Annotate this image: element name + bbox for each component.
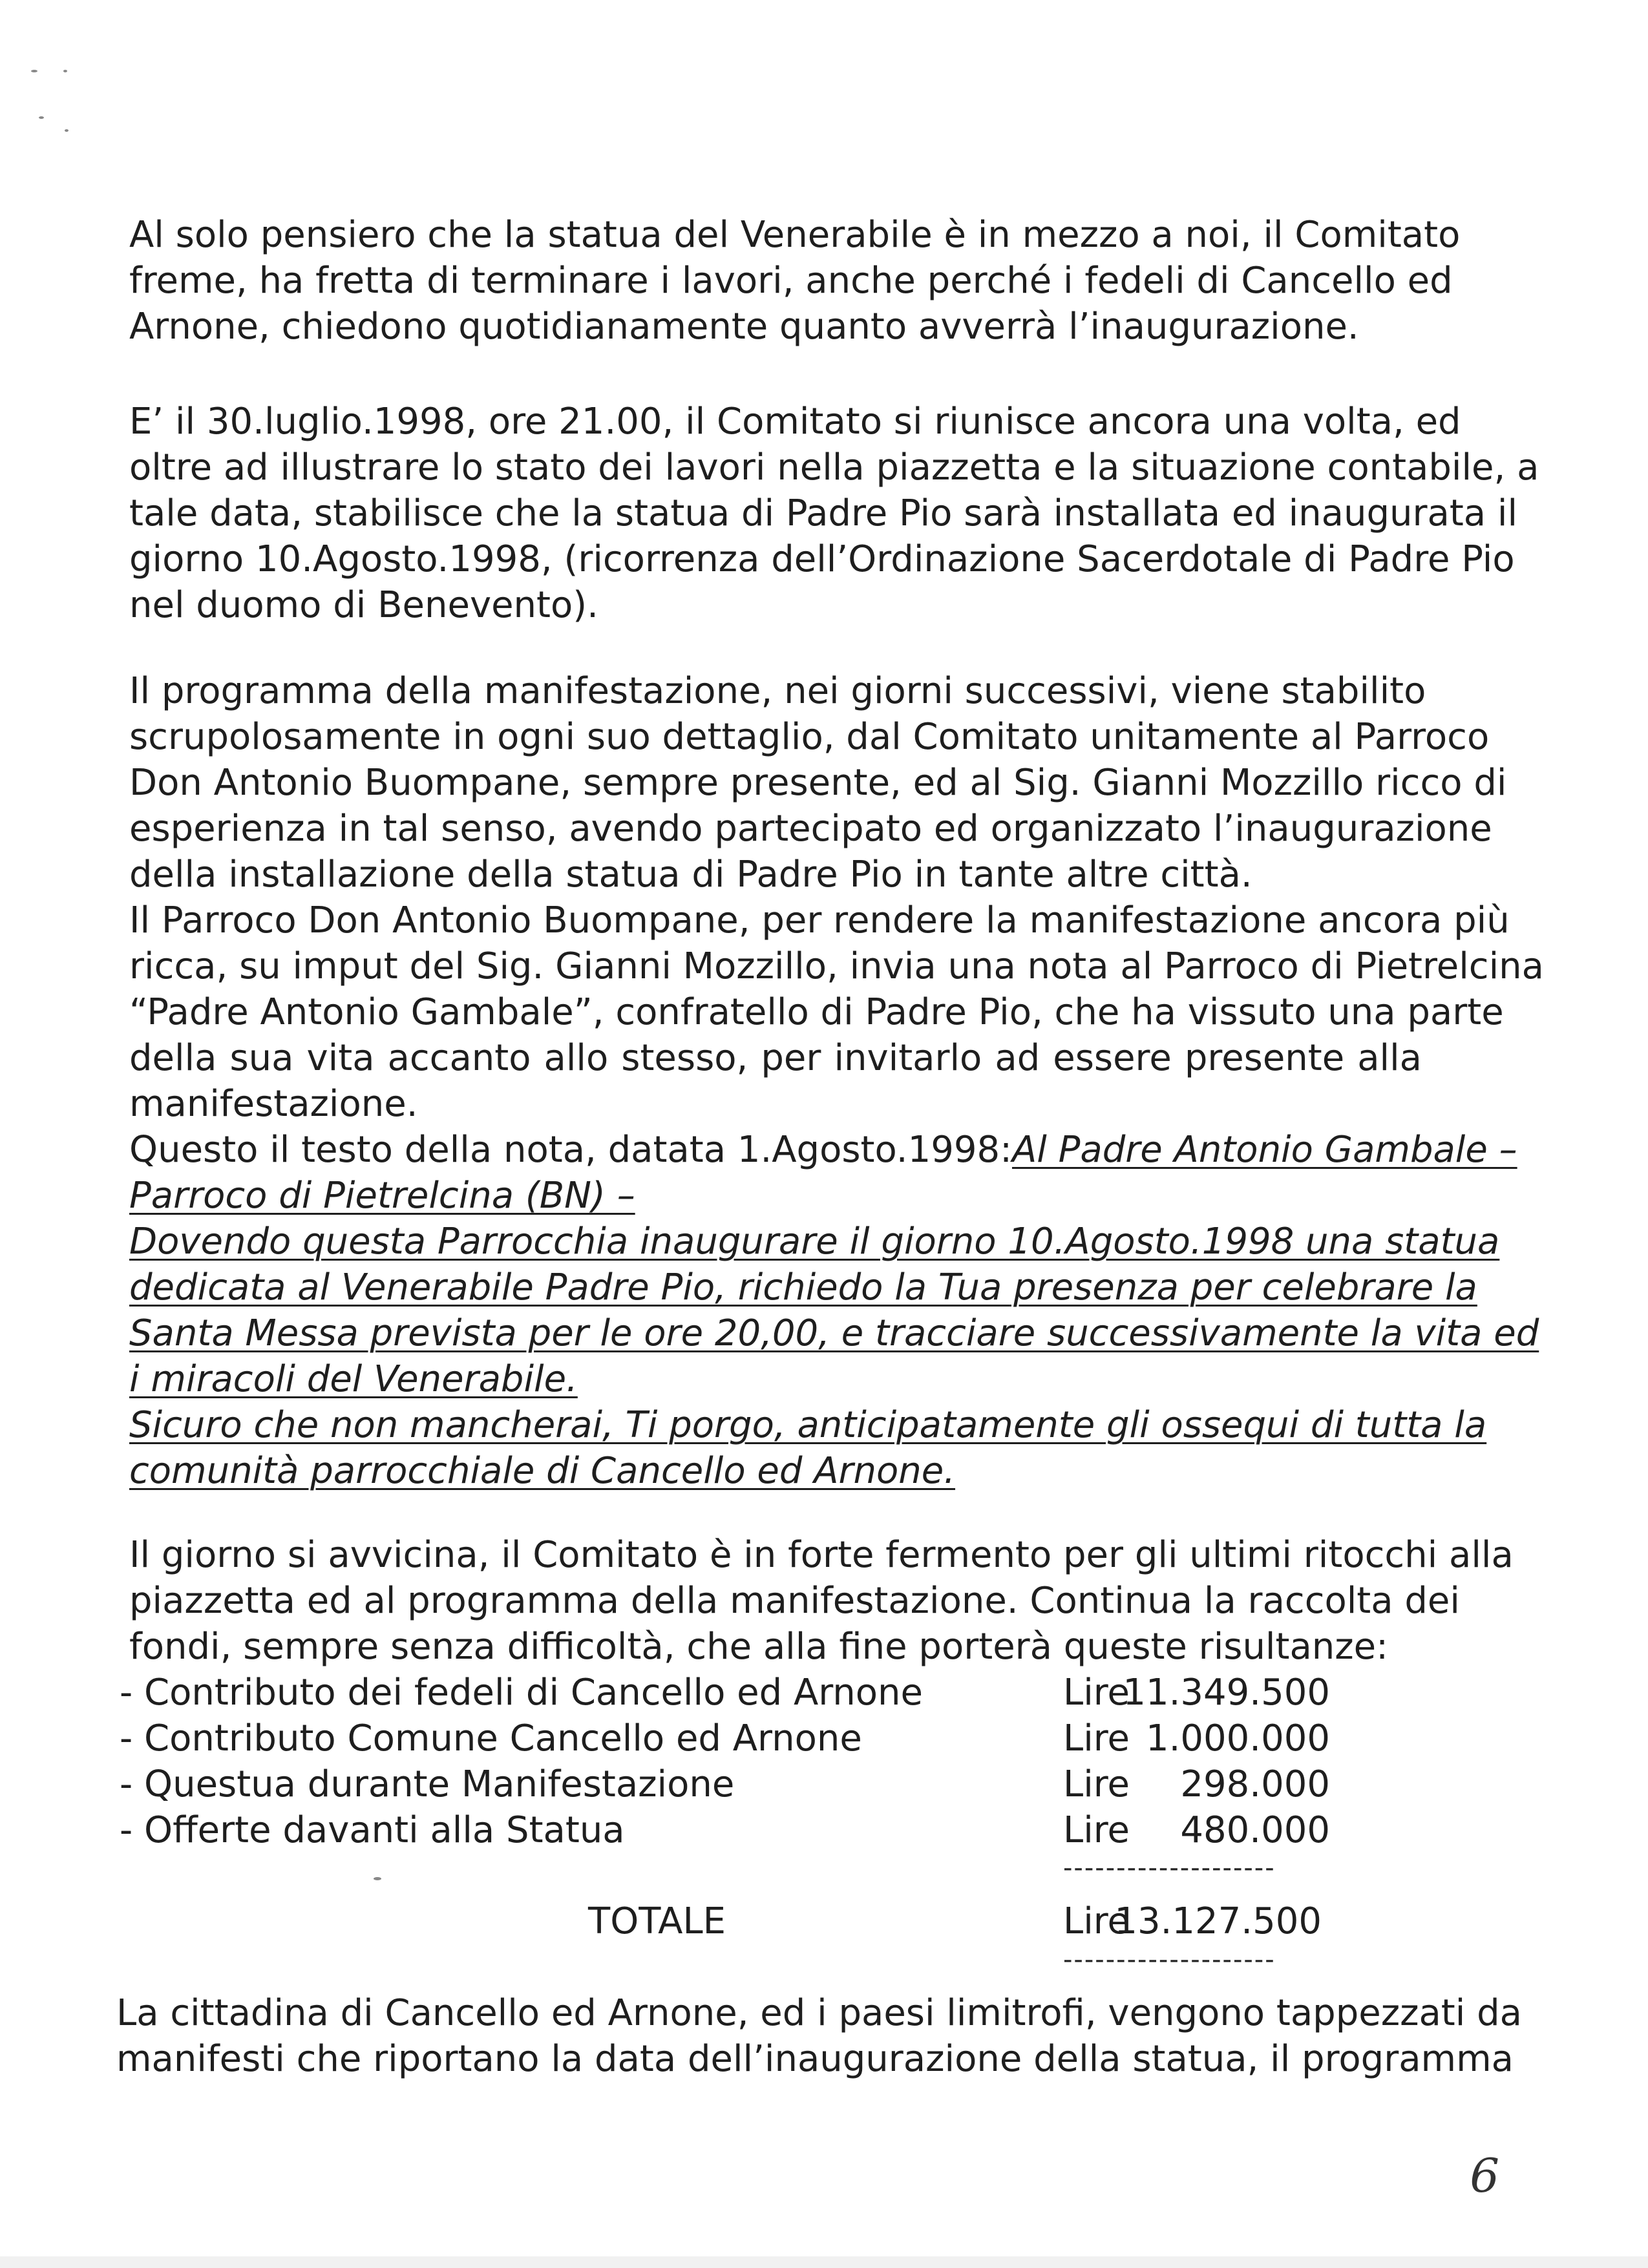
fund-item-currency: Lire <box>1063 1809 1130 1851</box>
fund-item-label: - Contributo dei fedeli di Cancello ed Arnone <box>120 1672 923 1714</box>
note-line: comunità parrocchiale di Cancello ed Arnone. <box>129 1450 956 1492</box>
fund-item-amount: 1.000.000 <box>1145 1717 1330 1759</box>
text-line: Don Antonio Buompane, sempre presente, ed al Sig. Gianni Mozzillo ricco di <box>129 762 1507 804</box>
total-currency: Lire <box>1063 1900 1130 1942</box>
total-amount: 13.127.500 <box>1114 1900 1322 1942</box>
text-line: della installazione della statua di Padre Pio in tante altre città. <box>129 854 1252 896</box>
text-line: esperienza in tal senso, avendo partecipato ed organizzato l’inaugurazione <box>129 808 1492 850</box>
paragraph-2 <box>129 399 1539 628</box>
text-line: fondi, sempre senza difficoltà, che alla fine porterà queste risultanze: <box>129 1626 1388 1668</box>
scan-bottom-edge <box>0 2256 1648 2268</box>
text-line: scrupolosamente in ogni suo dettaglio, dal Comitato unitamente al Parroco <box>129 716 1490 758</box>
scan-speck <box>374 1877 381 1880</box>
text-line: ricca, su imput del Sig. Gianni Mozzillo, invia una nota al Parroco di Pietrelcina <box>129 945 1544 987</box>
fund-item-amount: 11.349.500 <box>1123 1672 1330 1714</box>
separator-line: -------------------- <box>1063 1853 1276 1883</box>
text-line: oltre ad illustrare lo stato dei lavori nella piazzetta e la situazione contabile, a <box>129 446 1539 488</box>
text-line: manifesti che riportano la data dell’inaugurazione della statua, il programma <box>116 2038 1514 2080</box>
scan-speck <box>65 129 69 132</box>
text-line: manifestazione. <box>129 1083 418 1125</box>
note-line: Sicuro che non mancherai, Ti porgo, anticipatamente gli ossequi di tutta la <box>129 1404 1487 1446</box>
text-line: tale data, stabilisce che la statua di Padre Pio sarà installata ed inaugurata il <box>129 492 1518 534</box>
fund-item-currency: Lire <box>1063 1672 1130 1714</box>
text-line: Arnone, chiedono quotidianamente quanto avverrà l’inaugurazione. <box>129 306 1359 348</box>
text-line: E’ il 30.luglio.1998, ore 21.00, il Comitato si riunisce ancora una volta, ed <box>129 401 1461 443</box>
fund-item-label: - Questua durante Manifestazione <box>120 1763 735 1805</box>
note-recipient: Al Padre Antonio Gambale – <box>1011 1129 1517 1171</box>
text-line: Al solo pensiero che la statua del Venerabile è in mezzo a noi, il Comitato <box>129 214 1461 256</box>
text-line: nel duomo di Benevento). <box>129 584 598 626</box>
scan-speck <box>63 70 67 72</box>
note-line: Dovendo questa Parrocchia inaugurare il giorno 10.Agosto.1998 una statua <box>129 1221 1500 1263</box>
fund-item-label: - Offerte davanti alla Statua <box>120 1809 625 1851</box>
fund-item-currency: Lire <box>1063 1717 1130 1759</box>
note-intro-line <box>129 1127 1517 1173</box>
note-line: i miracoli del Venerabile. <box>129 1358 578 1400</box>
total-label: TOTALE <box>588 1900 726 1942</box>
text-line: piazzetta ed al programma della manifestazione. Continua la raccolta dei <box>129 1580 1460 1622</box>
text-line: Il Parroco Don Antonio Buompane, per rendere la manifestazione ancora più <box>129 899 1510 941</box>
scan-speck <box>39 116 44 119</box>
fund-item-label: - Contributo Comune Cancello ed Arnone <box>120 1717 862 1759</box>
note-line: Parroco di Pietrelcina (BN) – <box>129 1175 635 1217</box>
paragraph-4 <box>129 1532 1514 1670</box>
text-line: freme, ha fretta di terminare i lavori, anche perché i fedeli di Cancello ed <box>129 260 1453 302</box>
note-intro: Questo il testo della nota, datata 1.Agosto.1998: <box>129 1129 1012 1171</box>
page-number: 6 <box>1470 2148 1499 2203</box>
note-line: Santa Messa prevista per le ore 20,00, e tracciare successivamente la vita ed <box>129 1312 1539 1354</box>
text-line: La cittadina di Cancello ed Arnone, ed i paesi limitrofi, vengono tappezzati da <box>116 1992 1522 2034</box>
text-line: Il giorno si avvicina, il Comitato è in forte fermento per gli ultimi ritocchi alla <box>129 1534 1514 1576</box>
fund-item-currency: Lire <box>1063 1763 1130 1805</box>
text-line: giorno 10.Agosto.1998, (ricorrenza dell’Ordinazione Sacerdotale di Padre Pio <box>129 538 1515 580</box>
paragraph-1 <box>129 212 1461 350</box>
text-line: della sua vita accanto allo stesso, per invitarlo ad essere presente alla <box>129 1037 1422 1079</box>
paragraph-3 <box>129 668 1544 1494</box>
fund-item-amount: 480.000 <box>1180 1809 1330 1851</box>
separator-line: -------------------- <box>1063 1945 1276 1975</box>
paragraph-5 <box>116 1990 1522 2082</box>
text-line: “Padre Antonio Gambale”, confratello di Padre Pio, che ha vissuto una parte <box>129 991 1504 1033</box>
scan-speck <box>31 70 37 72</box>
note-line: dedicata al Venerabile Padre Pio, richiedo la Tua presenza per celebrare la <box>129 1266 1477 1308</box>
text-line: Il programma della manifestazione, nei giorni successivi, viene stabilito <box>129 670 1426 712</box>
fund-item-amount: 298.000 <box>1180 1763 1330 1805</box>
